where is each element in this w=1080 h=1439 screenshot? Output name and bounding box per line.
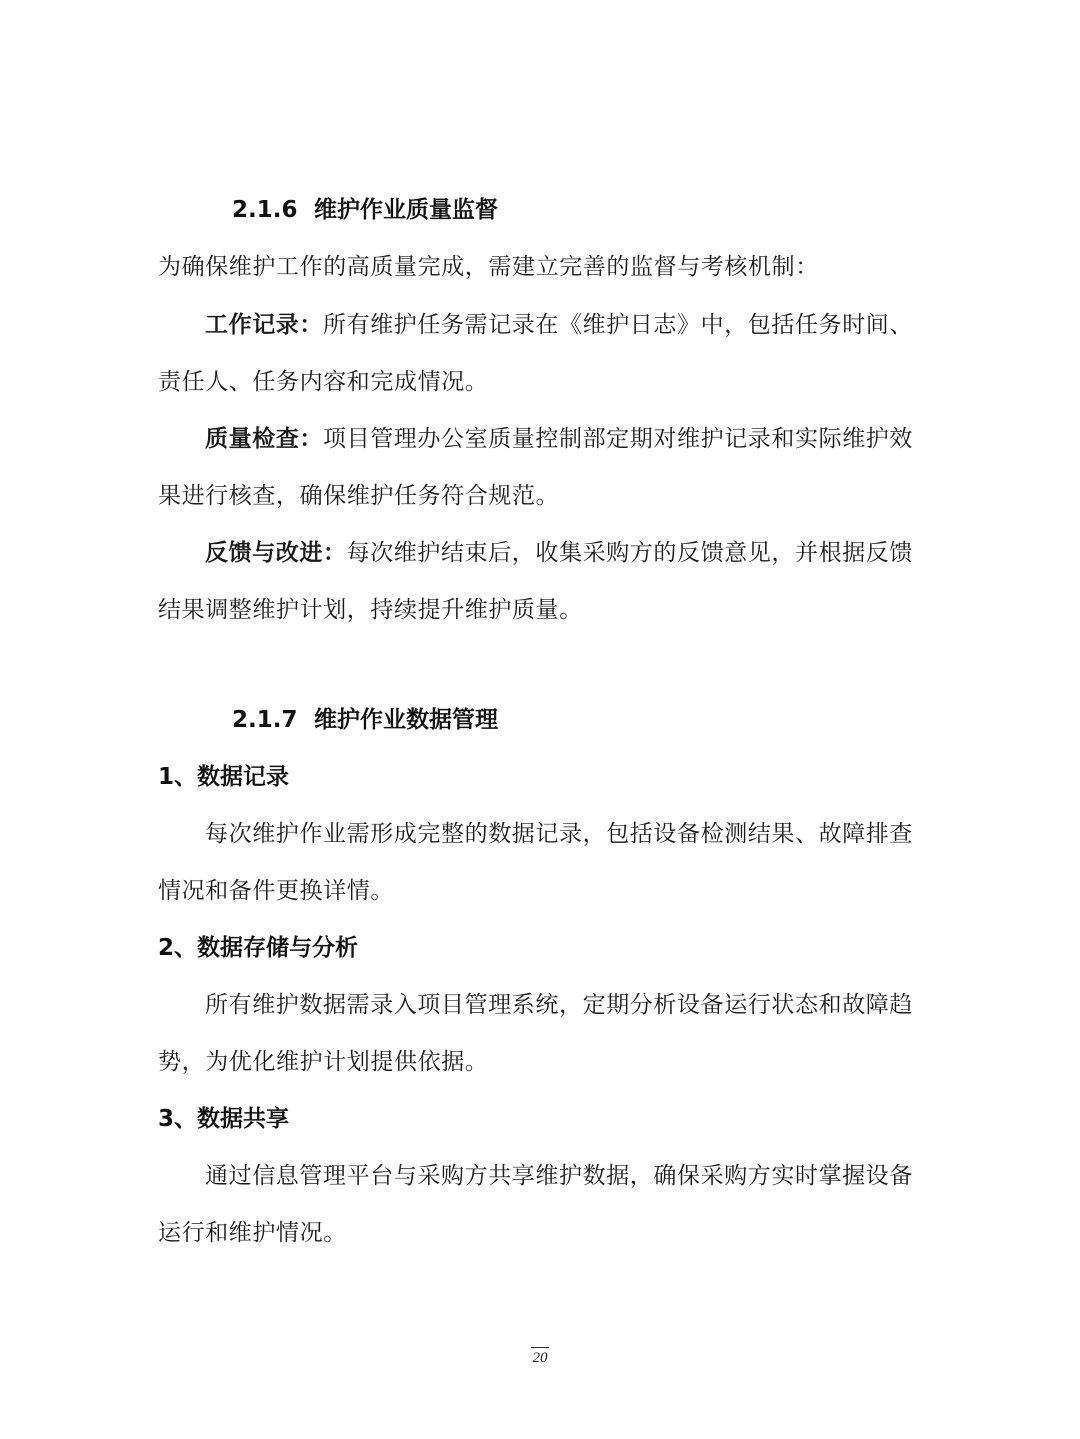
subsection-heading-data-sharing: 3、数据共享 (158, 1106, 290, 1132)
paragraph-text-continued: 运行和维护情况。 (158, 1220, 347, 1246)
section-heading-2-1-7 (232, 704, 498, 736)
paragraph-text: 每次维护作业需形成完整的数据记录，包括设备检测结果、故障排查 (205, 821, 913, 847)
paragraph-label: 工作记录： (205, 312, 323, 338)
section-intro: 为确保维护工作的高质量完成，需建立完善的监督与考核机制： (158, 254, 819, 280)
paragraph-text: 所有维护数据需录入项目管理系统，定期分析设备运行状态和故障趋 (205, 992, 913, 1018)
section-number: 2.1.7 (232, 707, 298, 733)
section-number: 2.1.6 (232, 197, 298, 223)
paragraph-text-continued: 势，为优化维护计划提供依据。 (158, 1049, 489, 1075)
paragraph-text-continued: 结果调整维护计划，持续提升维护质量。 (158, 597, 583, 623)
section-title: 维护作业质量监督 (314, 197, 498, 223)
paragraph-work-record (205, 309, 913, 341)
paragraph-text-continued: 情况和备件更换详情。 (158, 878, 394, 904)
subsection-heading-data-storage: 2、数据存储与分析 (158, 935, 359, 961)
paragraph-label: 质量检查： (205, 426, 323, 452)
paragraph-text: 项目管理办公室质量控制部定期对维护记录和实际维护效 (323, 426, 913, 452)
paragraph-text: 通过信息管理平台与采购方共享维护数据，确保采购方实时掌握设备 (205, 1163, 913, 1189)
paragraph-quality-check (205, 423, 913, 455)
paragraph-text: 每次维护结束后，收集采购方的反馈意见，并根据反馈 (346, 540, 914, 566)
subsection-heading-data-record: 1、数据记录 (158, 764, 290, 790)
paragraph-text: 所有维护任务需记录在《维护日志》中，包括任务时间、 (323, 312, 913, 338)
page-number: 20 (532, 1350, 548, 1366)
paragraph-text-continued: 果进行核查，确保维护任务符合规范。 (158, 483, 560, 509)
paragraph-text-continued: 责任人、任务内容和完成情况。 (158, 369, 489, 395)
paragraph-label: 反馈与改进： (205, 540, 347, 566)
section-title: 维护作业数据管理 (314, 707, 498, 733)
section-heading-2-1-6 (232, 194, 498, 226)
paragraph-feedback (205, 537, 913, 569)
